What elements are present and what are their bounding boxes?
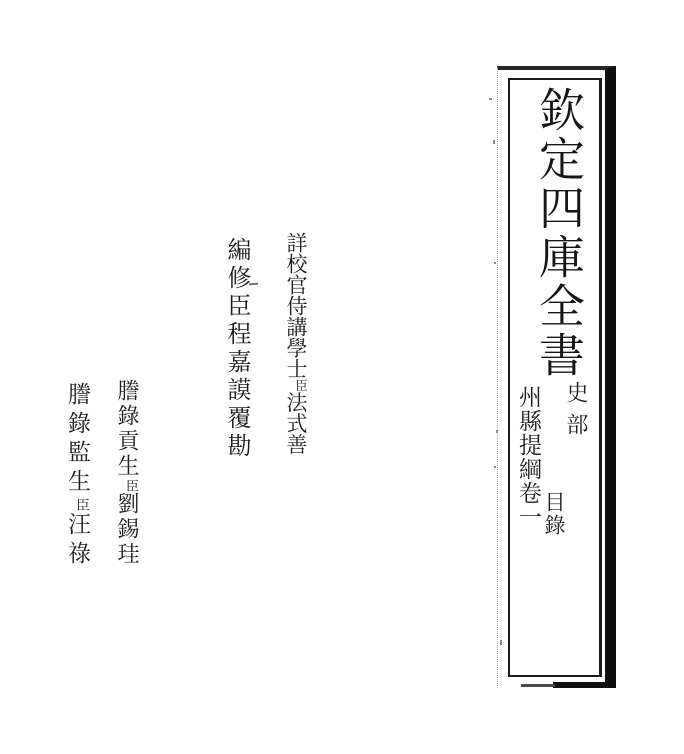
outer-frame-bottom-border-faded bbox=[521, 684, 555, 687]
category-label: 史部 bbox=[564, 381, 589, 445]
scan-speck bbox=[500, 640, 502, 645]
section-label: 目錄 bbox=[542, 491, 566, 537]
colophon-column-proofreader bbox=[285, 232, 306, 455]
scan-speck bbox=[249, 283, 258, 286]
colophon-column-copyist-jiansheng bbox=[66, 382, 89, 570]
scan-speck bbox=[494, 262, 496, 264]
scan-speck bbox=[496, 430, 498, 433]
official-name: 汪祿 bbox=[65, 511, 90, 570]
official-role: 編修臣程嘉謨覆勘 bbox=[223, 237, 249, 461]
work-title-column: 州縣提綱卷一 bbox=[516, 385, 541, 529]
scan-speck bbox=[493, 140, 495, 144]
colophon-column-reviser bbox=[224, 237, 248, 461]
scan-speck bbox=[494, 466, 496, 468]
main-title: 欽定四庫全書 bbox=[533, 86, 584, 380]
outer-frame-bottom-border bbox=[553, 682, 605, 688]
minister-char: 臣 bbox=[293, 379, 307, 392]
colophon-column-copyist-gongsheng bbox=[116, 379, 138, 567]
scan-speck bbox=[489, 98, 492, 100]
official-role: 謄錄貢生 bbox=[115, 379, 140, 479]
official-role: 謄錄監生 bbox=[65, 382, 90, 498]
official-name: 劉錫珪 bbox=[115, 492, 140, 568]
minister-char: 臣 bbox=[124, 479, 139, 493]
minister-char: 臣 bbox=[74, 498, 89, 512]
official-name: 法式善 bbox=[284, 391, 308, 455]
official-role: 詳校官侍講學士 bbox=[284, 232, 308, 379]
